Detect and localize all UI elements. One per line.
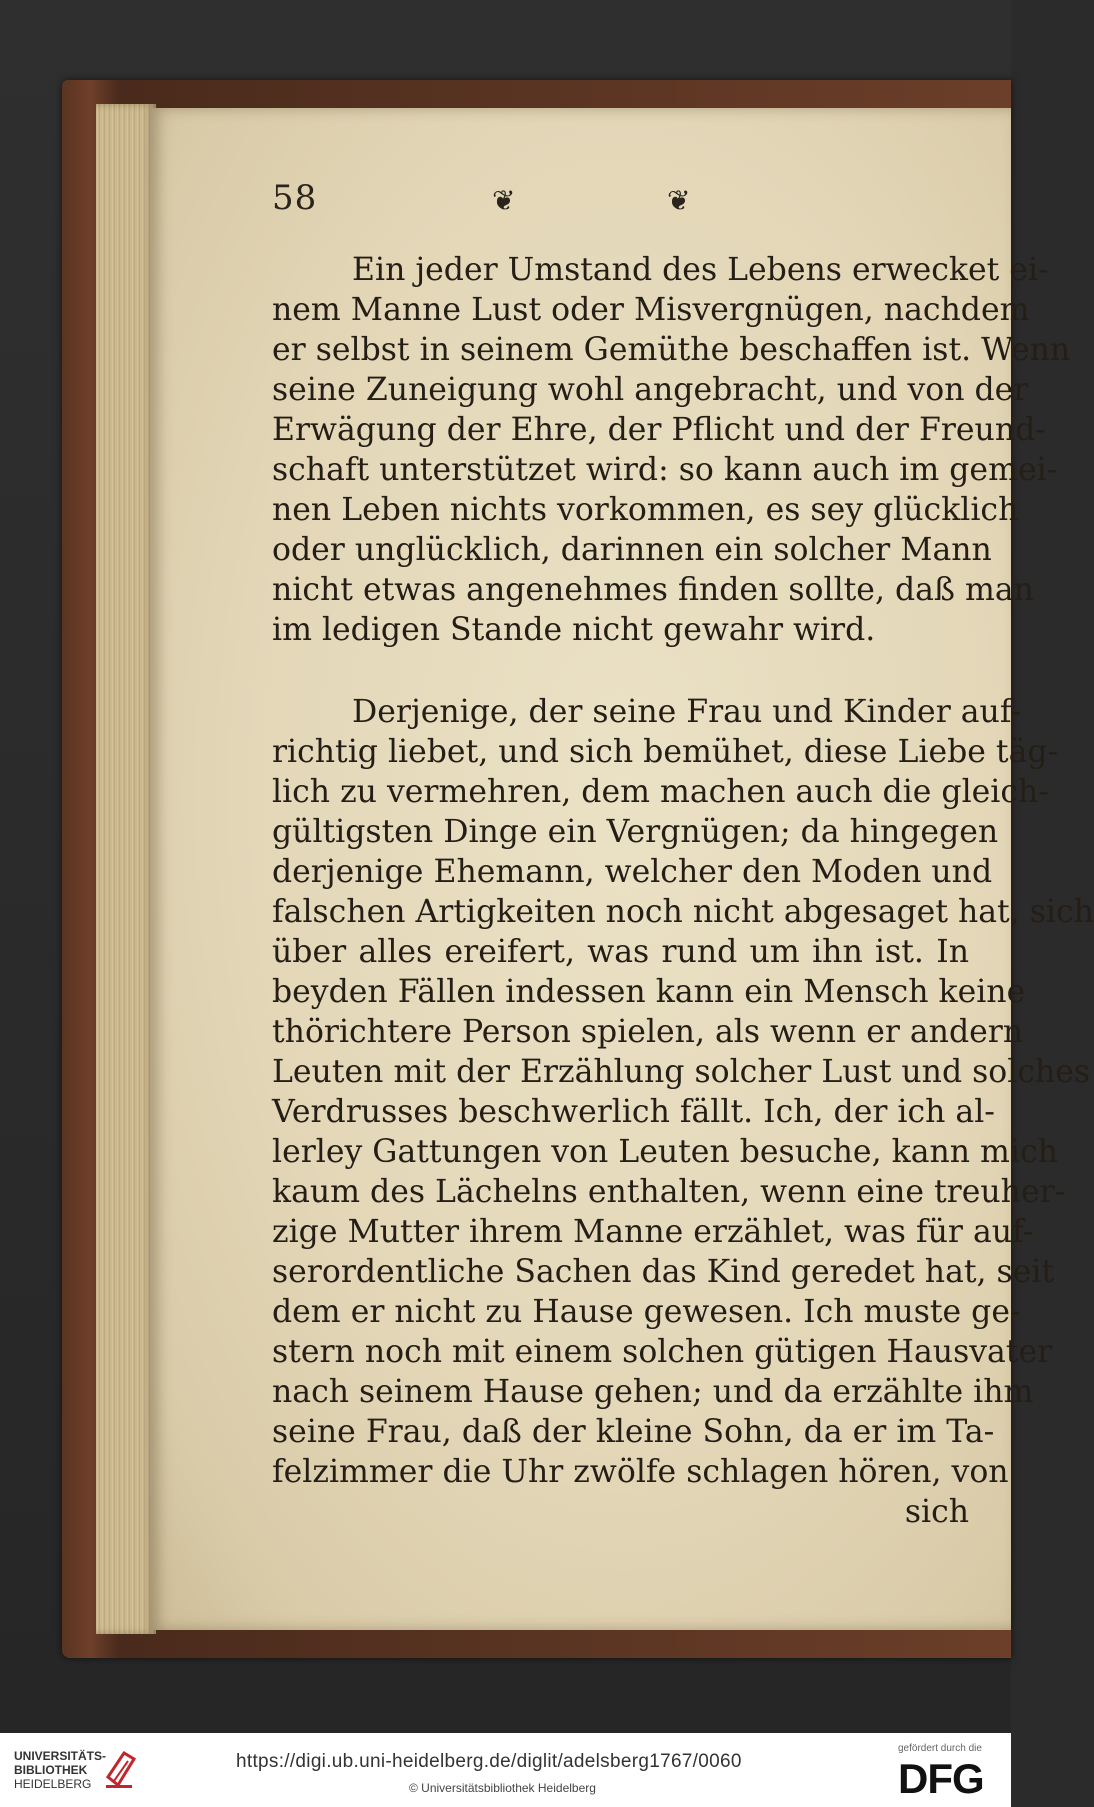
text-line: zige Mutter ihrem Manne erzählet, was für auf-	[272, 1214, 1034, 1250]
page-url-link[interactable]: https://digi.ub.uni-heidelberg.de/diglit/adelsberg1767/0060	[236, 1751, 742, 1772]
text-line: Leuten mit der Erzählung solcher Lust und solches	[272, 1054, 1091, 1090]
page-text	[272, 250, 1094, 1532]
text-line: derjenige Ehemann, welcher den Moden und	[272, 854, 993, 890]
text-line: gültigsten Dinge ein Vergnügen; da hingegen	[272, 814, 999, 850]
text-line: Ein jeder Umstand des Lebens erwecket ei-	[352, 252, 1049, 288]
text-line: thörichtere Person spielen, als wenn er andern	[272, 1014, 1024, 1050]
text-line: dem er nicht zu Hause gewesen. Ich muste ge-	[272, 1294, 1021, 1330]
funding-note: gefördert durch die	[898, 1743, 982, 1754]
university-mark-icon	[104, 1747, 138, 1791]
catchword: sich	[904, 1494, 969, 1530]
page-header	[272, 178, 872, 228]
text-line: kaum des Lächelns enthalten, wenn eine treuher-	[272, 1174, 1066, 1210]
text-line: stern noch mit einem solchen gütigen Hausvater	[272, 1334, 1053, 1370]
paragraph-1	[272, 250, 1071, 650]
text-line: nach seinem Hause gehen; und da erzählte ihm	[272, 1374, 1034, 1410]
text-line: er selbst in seinem Gemüthe beschaffen ist. Wenn	[272, 332, 1071, 368]
logo-text-line: UNIVERSITÄTS-	[14, 1749, 107, 1763]
copyright-text: © Universitätsbibliothek Heidelberg	[409, 1781, 596, 1795]
text-line: nen Leben nichts vorkommen, es sey glücklich	[272, 492, 1019, 528]
viewer-footer	[0, 1733, 1011, 1807]
text-line: Verdrusses beschwerlich fällt. Ich, der ich al-	[272, 1094, 995, 1130]
dfg-logo[interactable]: DFG	[898, 1755, 984, 1802]
text-line: nicht etwas angenehmes finden sollte, daß man	[272, 572, 1034, 608]
text-line: über alles ereifert, was rund um ihn ist. In	[272, 934, 969, 970]
page-number: 58	[272, 178, 318, 218]
text-line: oder unglücklich, darinnen ein solcher Mann	[272, 532, 992, 568]
logo-text-line: HEIDELBERG	[14, 1777, 92, 1791]
paragraph-2	[272, 692, 1094, 1532]
text-line: im ledigen Stande nicht gewahr wird.	[272, 612, 876, 648]
text-line: seine Frau, daß der kleine Sohn, da er im Ta-	[272, 1414, 995, 1450]
text-line: lich zu vermehren, dem machen auch die gleich-	[272, 774, 1049, 810]
header-ornament-icon: ❦	[667, 184, 689, 217]
text-line: schaft unterstützet wird: so kann auch im gemei-	[272, 452, 1058, 488]
text-line: beyden Fällen indessen kann ein Mensch keine	[272, 974, 1026, 1010]
text-line: richtig liebet, und sich bemühet, diese Liebe täg-	[272, 734, 1059, 770]
text-line: nem Manne Lust oder Misvergnügen, nachdem	[272, 292, 1030, 328]
text-line: felzimmer die Uhr zwölfe schlagen hören, von	[272, 1454, 1009, 1490]
logo-text-line: BIBLIOTHEK	[14, 1763, 88, 1777]
text-line: lerley Gattungen von Leuten besuche, kann mich	[272, 1134, 1058, 1170]
text-line: Erwägung der Ehre, der Pflicht und der Freund-	[272, 412, 1046, 448]
page-edges	[96, 104, 156, 1634]
text-line: falschen Artigkeiten noch nicht abgesaget hat, sich	[272, 894, 1094, 930]
university-logo[interactable]	[14, 1749, 106, 1791]
text-line: serordentliche Sachen das Kind geredet hat, seit	[272, 1254, 1055, 1290]
text-line: seine Zuneigung wohl angebracht, und von der	[272, 372, 1029, 408]
header-ornament-icon: ❦	[492, 184, 514, 217]
text-line: Derjenige, der seine Frau und Kinder auf-	[352, 694, 1022, 730]
